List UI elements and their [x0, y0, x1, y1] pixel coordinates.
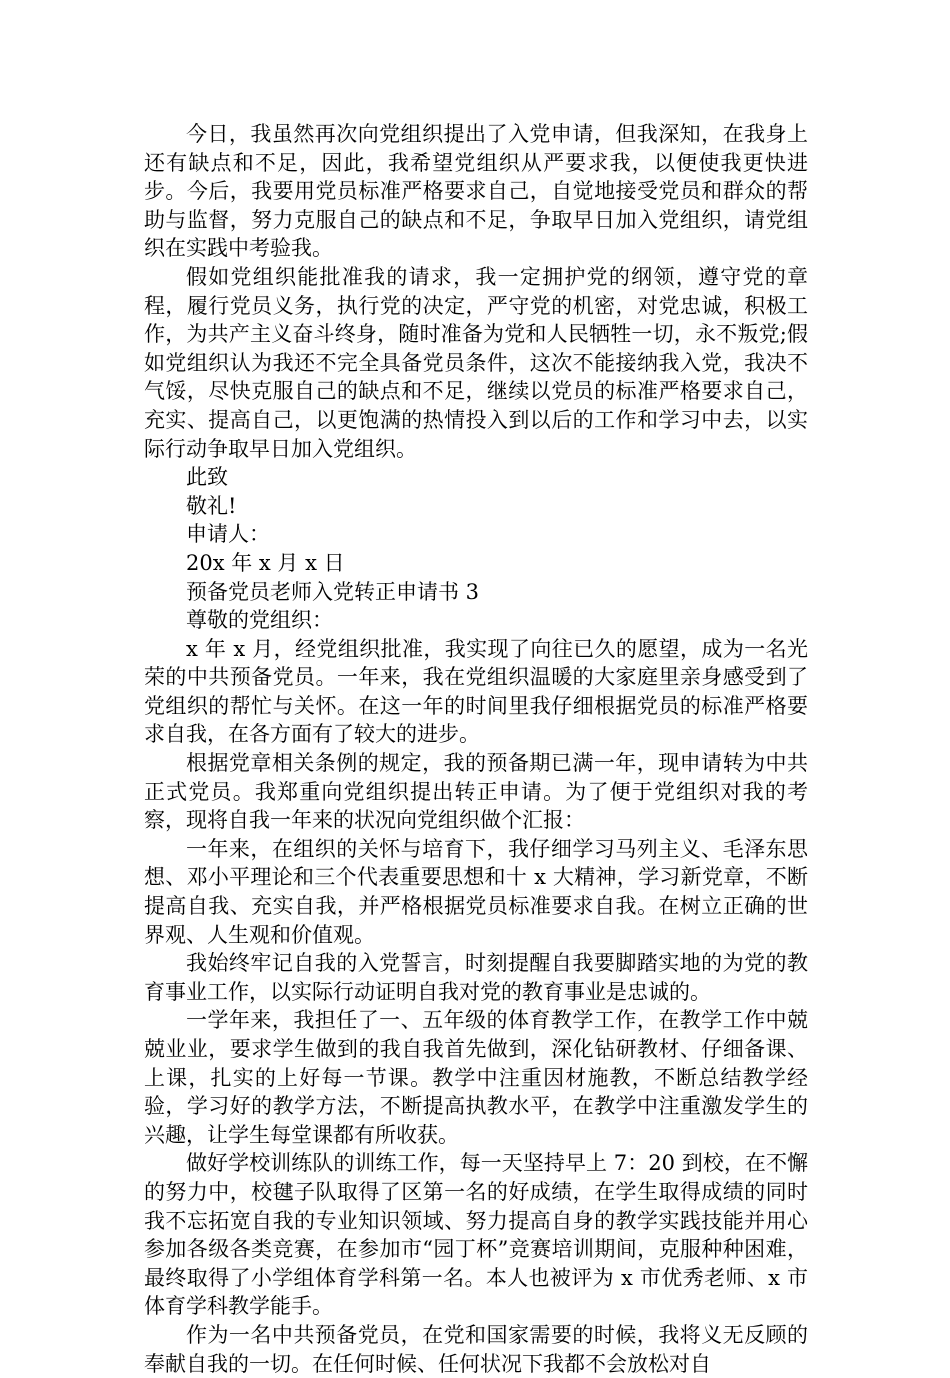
salute-line: 敬礼! [186, 493, 237, 518]
body-paragraph: 一学年来，我担任了一、五年级的体育教学工作，在教学工作中兢兢业业，要求学生做到的我自我首先做到，深化钻研教材、仔细备课、上课，扎实的上好每一节课。教学中注重因材施教，不断总结教学经验，学习好的教学方法，不断提高执教水平，在教学中注重激发学生的兴趣，让学生每堂课都有所收获。 [144, 1008, 808, 1147]
body-paragraph: 作为一名中共预备党员，在党和国家需要的时候，我将义无反顾的奉献自我的一切。在任何时候、任何状况下我都不会放松对自 [144, 1322, 808, 1376]
greeting-line: 尊敬的党组织： [186, 608, 333, 633]
body-paragraph: 做好学校训练队的训练工作，每一天坚持早上 7：20 到校，在不懈的努力中，校毽子队取得了区第一名的好成绩，在学生取得成绩的同时我不忘拓宽自我的专业知识领域、努力提高自身的教学实践技能并用心参加各级各类竞赛，在参加市“园丁杯”竞赛培训期间，克服种种困难，最终取得了小学组体育学科第一名。本人也被评为 x 市优秀老师、x 市体育学科教学能手。 [144, 1151, 808, 1319]
body-paragraph: 今日，我虽然再次向党组织提出了入党申请，但我深知，在我身上还有缺点和不足，因此，我希望党组织从严要求我，以便使我更快进步。今后，我要用党员标准严格要求自己，自觉地接受党员和群众的帮助与监督，努力克服自己的缺点和不足，争取早日加入党组织，请党组织在实践中考验我。 [144, 122, 808, 261]
body-paragraph: 一年来，在组织的关怀与培育下，我仔细学习马列主义、毛泽东思想、邓小平理论和三个代表重要思想和十 x 大精神，学习新党章，不断提高自我、充实自我，并严格根据党员标准要求自我。在树立正确的世界观、人生观和价值观。 [144, 836, 808, 947]
body-paragraph: 我始终牢记自我的入党誓言，时刻提醒自我要脚踏实地的为党的教育事业工作，以实际行动证明自我对党的教育事业是忠诚的。 [144, 951, 808, 1004]
body-paragraph: 根据党章相关条例的规定，我的预备期已满一年，现申请转为中共正式党员。我郑重向党组织提出转正申请。为了便于党组织对我的考察，现将自我一年来的状况向党组织做个汇报： [144, 751, 808, 833]
document-page [144, 120, 808, 1378]
closing-line: 此致 [186, 465, 228, 490]
body-paragraph: x 年 x 月，经党组织批准，我实现了向往已久的愿望，成为一名光荣的中共预备党员。一年来，我在党组织温暖的大家庭里亲身感受到了党组织的帮忙与关怀。在这一年的时间里我仔细根据党员的标准严格要求自我，在各方面有了较大的进步。 [144, 636, 808, 747]
body-paragraph: 假如党组织能批准我的请求，我一定拥护党的纲领，遵守党的章程，履行党员义务，执行党的决定，严守党的机密，对党忠诚，积极工作，为共产主义奋斗终身，随时准备为党和人民牺牲一切，永不叛党;假如党组织认为我还不完全具备党员条件，这次不能接纳我入党，我决不气馁，尽快克服自己的缺点和不足，继续以党员的标准严格要求自己，充实、提高自己，以更饱满的热情投入到以后的工作和学习中去，以实际行动争取早日加入党组织。 [144, 264, 808, 461]
date-line: 20x 年 x 月 x 日 [186, 550, 345, 575]
section-title: 预备党员老师入党转正申请书 3 [186, 579, 480, 604]
applicant-line: 申请人： [186, 522, 270, 547]
